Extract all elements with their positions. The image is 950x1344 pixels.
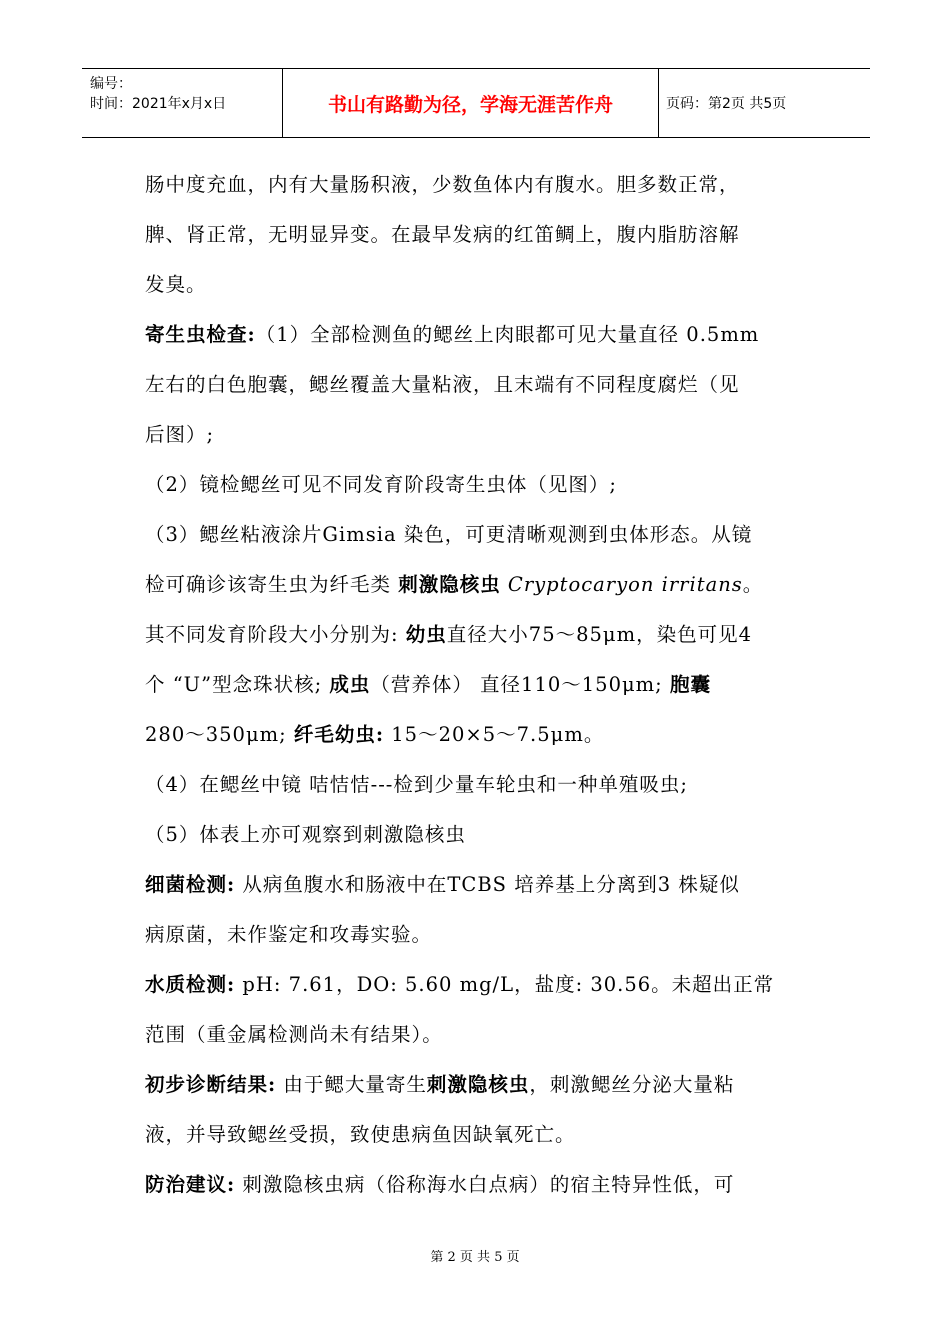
text-run: 280～350μm; xyxy=(145,723,294,746)
header-motto: 书山有路勤为径，学海无涯苦作舟 xyxy=(327,93,613,116)
bacteria-section-line xyxy=(145,860,805,910)
water-section-label: 水质检测: xyxy=(145,973,236,996)
paragraph-line: 范围（重金属检测尚未有结果）。 xyxy=(145,1023,443,1046)
text-run: 刺激隐核虫病（俗称海水白点病）的宿主特异性低，可 xyxy=(235,1173,735,1196)
text-run: 。 xyxy=(742,573,764,596)
page-header xyxy=(82,68,870,138)
diagnosis-section-label: 初步诊断结果: xyxy=(145,1073,277,1096)
paragraph-line: 左右的白色胞囊，鳃丝覆盖大量粘液，且末端有不同程度腐烂（见 xyxy=(145,373,740,396)
document-body xyxy=(145,160,805,1210)
text-run: 检可确诊该寄生虫为纤毛类 xyxy=(145,573,399,596)
diagnosis-section-line xyxy=(145,1060,805,1110)
paragraph-line: 后图）; xyxy=(145,423,215,446)
paragraph-line: 脾、肾正常，无明显异变。在最早发病的红笛鲷上，腹内脂肪溶解 xyxy=(145,223,740,246)
header-page-info: 页码：第2页 共5页 xyxy=(666,96,787,112)
parasite-section-line xyxy=(145,310,805,360)
cyst-label: 胞囊 xyxy=(669,673,711,696)
parasite-text: （1）全部检测鱼的鳃丝上肉眼都可见大量直径 0.5mm xyxy=(255,323,760,346)
prevention-section-label: 防治建议: xyxy=(145,1173,236,1196)
paragraph-line: 肠中度充血，内有大量肠积液，少数鱼体内有腹水。胆多数正常， xyxy=(145,173,740,196)
text-run: 个 “U”型念珠状核; xyxy=(145,673,330,696)
text-run: 从病鱼腹水和肠液中在TCBS 培养基上分离到3 株疑似 xyxy=(235,873,740,896)
water-section-line xyxy=(145,960,805,1010)
doc-number-label: 编号： xyxy=(90,76,132,92)
text-run: ，刺激鳃丝分泌大量粘 xyxy=(529,1073,735,1096)
parasite-latin-name: Cryptocaryon irritans xyxy=(500,573,743,596)
adult-label: 成虫 xyxy=(329,673,371,696)
paragraph-line: （4）在鳃丝中镜 咭恄恄---检到少量车轮虫和一种单殖吸虫; xyxy=(145,773,688,796)
text-run: pH: 7.61，DO: 5.60 mg/L，盐度: 30.56。未超出正常 xyxy=(235,973,775,996)
paragraph-line: （2）镜检鳃丝可见不同发育阶段寄生虫体（见图）; xyxy=(145,473,617,496)
ciliated-larva-label: 纤毛幼虫: xyxy=(293,723,385,746)
parasite-name-bold: 刺激隐核虫 xyxy=(398,573,501,596)
larva-label: 幼虫 xyxy=(405,623,447,646)
text-run: 15～20×5～7.5μm。 xyxy=(384,723,605,746)
header-meta xyxy=(82,69,282,137)
paragraph-line xyxy=(145,660,805,710)
paragraph-line xyxy=(145,610,805,660)
paragraph-line: （3）鳃丝粘液涂片Gimsia 染色，可更清晰观测到虫体形态。从镜 xyxy=(145,523,753,546)
diagnosis-parasite-bold: 刺激隐核虫 xyxy=(426,1073,530,1096)
paragraph-line: 液，并导致鳃丝受损，致使患病鱼因缺氧死亡。 xyxy=(145,1123,576,1146)
doc-time-label: 时间：2021年x月x日 xyxy=(90,96,227,112)
paragraph-line xyxy=(145,710,805,760)
parasite-section-label: 寄生虫检查: xyxy=(145,323,256,346)
text-run: 其不同发育阶段大小分别为: xyxy=(145,623,406,646)
text-run: （营养体） 直径110～150μm; xyxy=(370,673,670,696)
bacteria-section-label: 细菌检测: xyxy=(145,873,236,896)
paragraph-line: （5）体表上亦可观察到刺激隐核虫 xyxy=(145,823,466,846)
text-run: 直径大小75～85μm，染色可见4 xyxy=(446,623,752,646)
paragraph-line: 病原菌，未作鉴定和攻毒实验。 xyxy=(145,923,433,946)
header-motto-cell xyxy=(282,69,659,137)
page-footer: 第 2 页 共 5 页 xyxy=(430,1250,520,1265)
paragraph-line: 发臭。 xyxy=(145,273,207,296)
paragraph-line xyxy=(145,560,805,610)
prevention-section-line xyxy=(145,1160,805,1210)
text-run: 由于鳃大量寄生 xyxy=(276,1073,427,1096)
